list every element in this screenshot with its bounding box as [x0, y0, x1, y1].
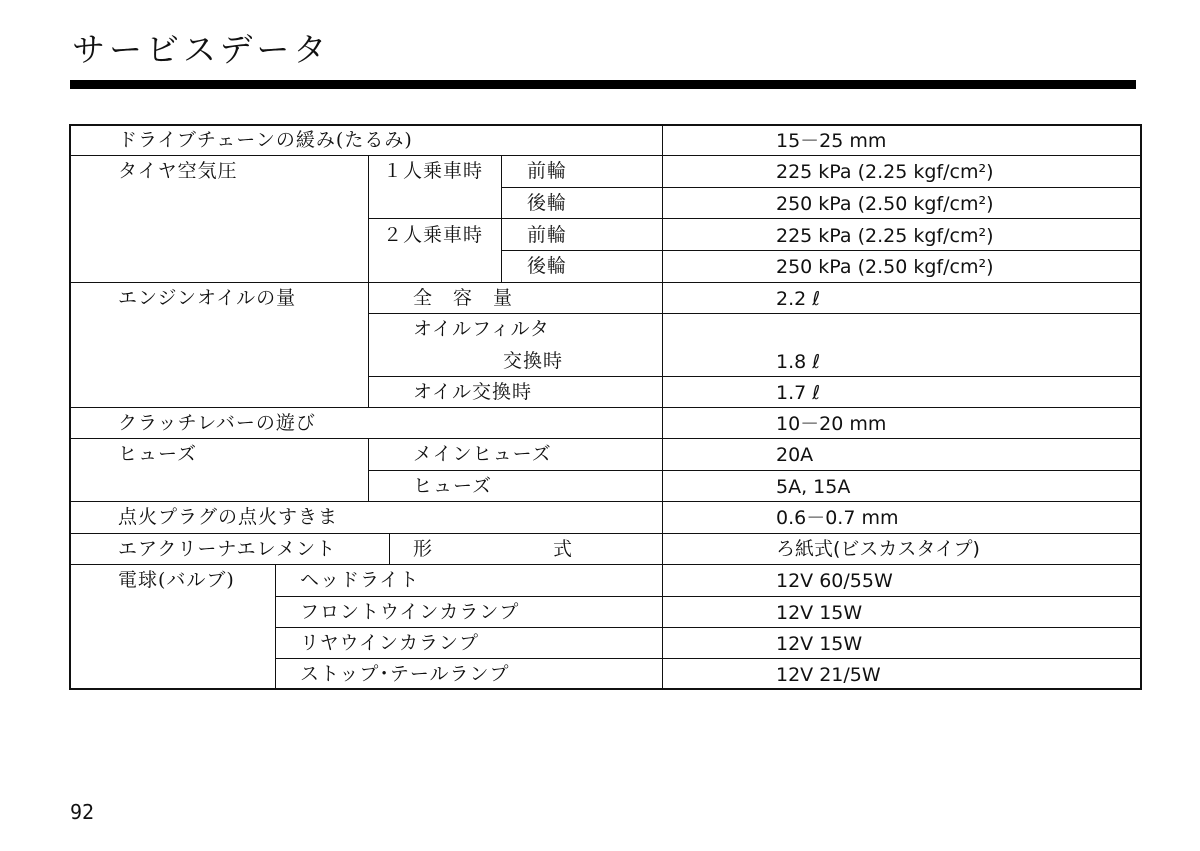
column-divider [368, 438, 369, 501]
row-divider [368, 313, 1142, 314]
row-divider [69, 282, 1142, 283]
column-divider [389, 533, 390, 564]
row-divider [69, 533, 1142, 534]
column-divider [275, 564, 276, 690]
chain-slack-value: 15－25 mm [776, 130, 887, 152]
tandem-front-value: 225 kPa (2.25 kgf/cm²) [776, 225, 994, 247]
oil-total-label: 全 容 量 [413, 287, 514, 309]
row-divider [501, 187, 1142, 188]
bulbs-label: 電球(バルブ) [118, 569, 235, 591]
sub-fuse-label: ヒューズ [413, 475, 493, 497]
oil-change-value: 1.7 ℓ [776, 382, 821, 404]
solo-rear-label: 後輪 [527, 192, 568, 214]
headlight-value: 12V 60/55W [776, 570, 893, 592]
stop-tail-lamp-label: ストップ･テールランプ [300, 663, 510, 685]
row-divider [275, 658, 1142, 659]
tandem-rider-label: ２人乗車時 [383, 224, 484, 246]
column-divider [368, 155, 369, 282]
oil-filter-label: オイルフィルタ [413, 318, 550, 340]
title-rule [70, 80, 1136, 89]
row-divider [69, 438, 1142, 439]
row-divider [69, 155, 1142, 156]
clutch-play-value: 10－20 mm [776, 413, 887, 435]
main-fuse-value: 20A [776, 444, 814, 466]
air-cleaner-label: エアクリーナエレメント [118, 538, 337, 560]
page-number: 92 [70, 800, 95, 824]
row-divider [368, 470, 1142, 471]
oil-filter-value: 1.8 ℓ [776, 351, 821, 373]
tandem-rear-value: 250 kPa (2.50 kgf/cm²) [776, 256, 994, 278]
rear-turn-signal-value: 12V 15W [776, 633, 863, 655]
front-turn-signal-value: 12V 15W [776, 602, 863, 624]
tandem-front-label: 前輪 [527, 224, 568, 246]
sub-fuse-value: 5A, 15A [776, 476, 851, 498]
solo-rear-value: 250 kPa (2.50 kgf/cm²) [776, 193, 994, 215]
solo-front-label: 前輪 [527, 160, 568, 182]
solo-rider-label: １人乗車時 [383, 160, 484, 182]
air-cleaner-value: ろ紙式(ビスカスタイプ) [776, 538, 980, 560]
row-divider [275, 596, 1142, 597]
rear-turn-signal-label: リヤウインカランプ [300, 632, 480, 654]
air-cleaner-type-label: 形 [413, 538, 434, 560]
row-divider [275, 627, 1142, 628]
spark-plug-gap-value: 0.6－0.7 mm [776, 507, 899, 529]
row-divider [368, 376, 1142, 377]
page-title: サービスデータ [72, 30, 331, 69]
solo-front-value: 225 kPa (2.25 kgf/cm²) [776, 161, 994, 183]
row-divider [69, 407, 1142, 408]
oil-change-label: オイル交換時 [413, 381, 533, 403]
row-divider [368, 218, 1142, 219]
engine-oil-label: エンジンオイルの量 [118, 287, 297, 309]
main-fuse-label: メインヒューズ [413, 443, 552, 465]
column-divider [662, 124, 663, 690]
stop-tail-lamp-value: 12V 21/5W [776, 664, 881, 686]
column-divider [501, 155, 502, 282]
air-cleaner-type-label-end: 式 [553, 538, 574, 560]
oil-total-value: 2.2 ℓ [776, 288, 821, 310]
fuse-label: ヒューズ [118, 443, 198, 465]
oil-filter-label-continued: 交換時 [503, 350, 564, 372]
clutch-play-label: クラッチレバーの遊び [118, 412, 316, 434]
front-turn-signal-label: フロントウインカランプ [300, 601, 520, 623]
chain-slack-label: ドライブチェーンの緩み(たるみ) [118, 129, 413, 151]
row-divider [69, 501, 1142, 502]
row-divider [501, 250, 1142, 251]
tire-pressure-label: タイヤ空気圧 [118, 160, 238, 182]
tandem-rear-label: 後輪 [527, 255, 568, 277]
spark-plug-gap-label: 点火プラグの点火すきま [118, 506, 339, 528]
column-divider [368, 282, 369, 407]
row-divider [69, 564, 1142, 565]
headlight-label: ヘッドライト [300, 569, 420, 591]
